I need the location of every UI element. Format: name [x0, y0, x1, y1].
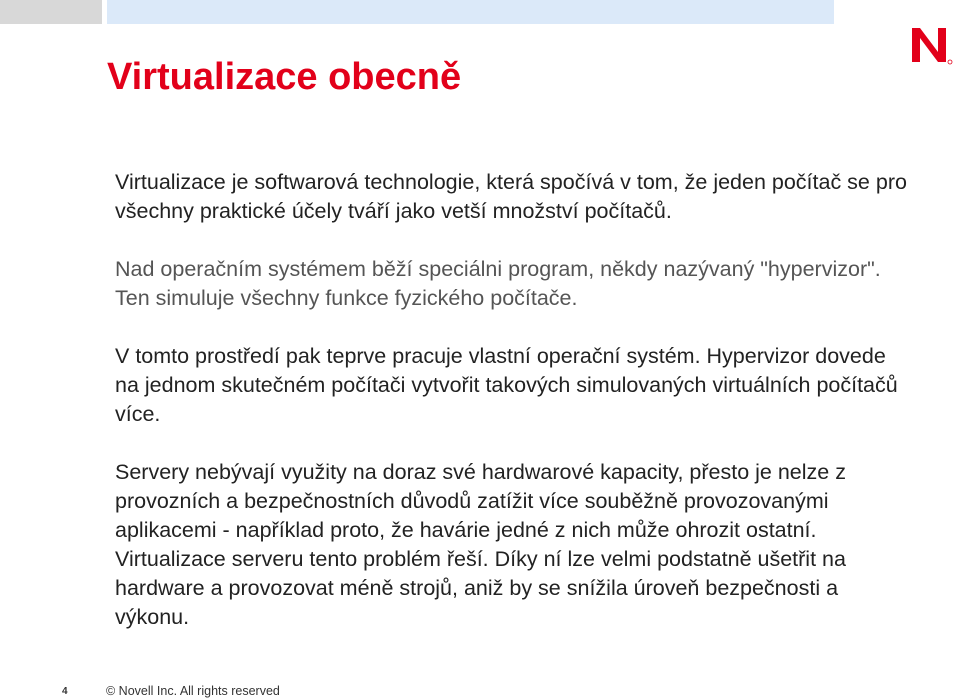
- copyright-notice: © Novell Inc. All rights reserved: [106, 684, 280, 698]
- paragraph-1: Virtualizace je softwarová technologie, která spočívá v tom, že jeden počítač se pro všechny praktické účely tváří jako vetší množství počítačů.: [115, 170, 907, 223]
- page-number: 4: [62, 686, 68, 697]
- header-bar-gray: [0, 0, 102, 24]
- novell-n-logo-icon: [904, 20, 956, 68]
- paragraph-4: Servery nebývají využity na doraz své hardwarové kapacity, přesto je nelze z provozních a bezpečnostních důvodů zatížit více souběžně provozovanými aplikacemi - například proto, že havárie jedné z nich může ohrozit ostatní. Virtualizace serveru tento problém řeší. Díky ní lze velmi podstatně ušetřit na hardware a provozovat méně strojů, aniž by se snížila úroveň bezpečnosti a výkonu.: [115, 460, 846, 629]
- paragraph-2: Nad operačním systémem běží speciálni program, někdy nazývaný "hypervizor". Ten simuluje všechny funkce fyzického počítače.: [115, 257, 881, 310]
- slide-body: [115, 168, 915, 661]
- header-bar-blue: [107, 0, 834, 24]
- page-title: Virtualizace obecně: [107, 56, 462, 98]
- paragraph-3: V tomto prostředí pak teprve pracuje vlastní operační systém. Hypervizor dovede na jednom skutečném počítači vytvořit takových simulovaných virtuálních počítačů více.: [115, 344, 898, 426]
- footer: [0, 680, 960, 700]
